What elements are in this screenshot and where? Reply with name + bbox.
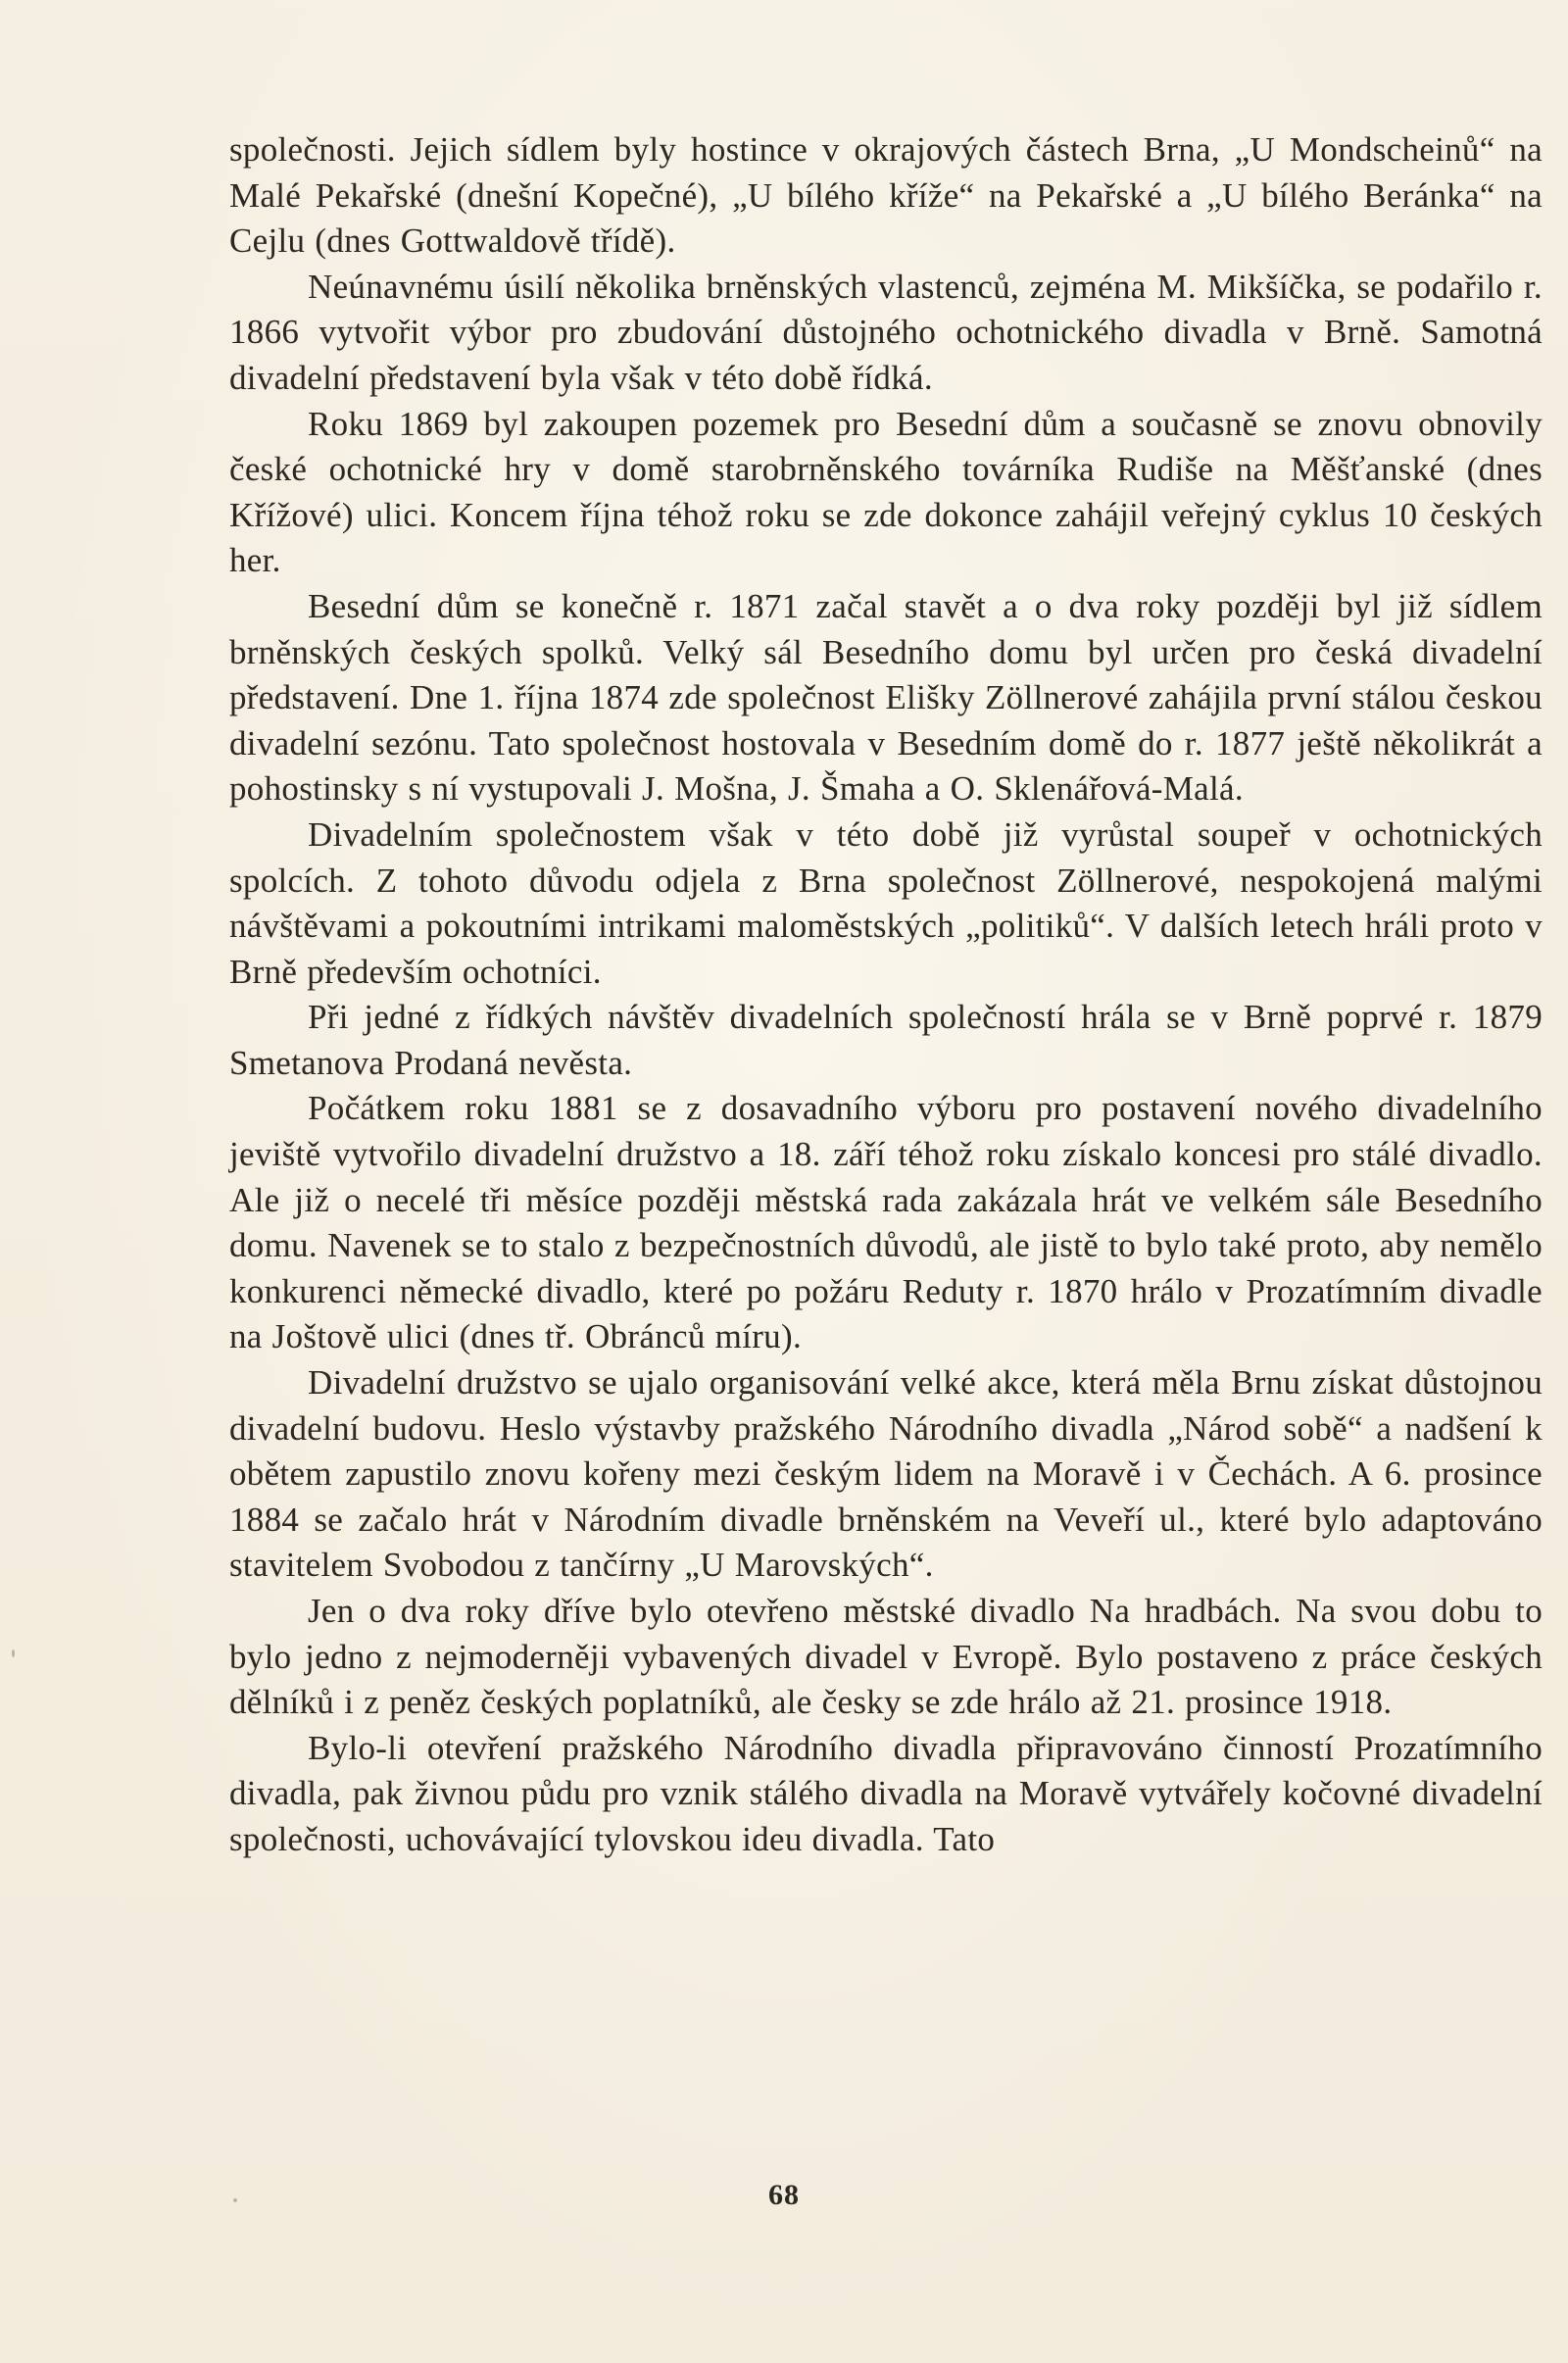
paragraph-5: Divadelním společnostem však v této době již vyrůstal soupeř v ochotnických spolcích. Z tohoto důvodu odjela z Brna společnost Zöllnerové, nespokojená malými návštěvami a pokoutními intrikami maloměstských „politiků“. V dalších letech hráli proto v Brně především ochotníci. (229, 814, 1543, 991)
paragraph-2: Neúnavnému úsilí několika brněnských vlastenců, zejména M. Mikšíčka, se podařilo r. 1866 vytvořit výbor pro zbudování důstojného ochotnického divadla v Brně. Samotná divadelní představení byla však v této době řídká. (229, 267, 1543, 397)
paragraph-10: Bylo-li otevření pražského Národního divadla připravováno činností Prozatímního divadla, pak živnou půdu pro vznik stálého divadla na Moravě vytvářely kočovné divadelní společnosti, uchovávající tylovskou ideu divadla. Tato (229, 1728, 1543, 1858)
paper-speck (12, 1649, 15, 1657)
paragraph-7: Počátkem roku 1881 se z dosavadního výboru pro postavení nového divadelního jeviště vytvořilo divadelní družstvo a 18. září téhož roku získalo koncesi pro stálé divadlo. Ale již o necelé tři měsíce později městská rada zakázala hrát ve velkém sále Besedního domu. Navenek se to stalo z bezpečnostních důvodů, ale jistě to bylo také proto, aby nemělo konkurenci německé divadlo, které po požáru Reduty r. 1870 hrálo v Prozatímním divadle na Joštově ulici (dnes tř. Obránců míru). (229, 1089, 1543, 1356)
paragraph-1: společnosti. Jejich sídlem byly hostince v okrajových částech Brna, „U Mondscheinů“ na Malé Pekařské (dnešní Kopečné), „U bílého kříže“ na Pekařské a „U bílého Beránka“ na Cejlu (dnes Gottwaldově třídě). (229, 130, 1543, 261)
paragraph-9: Jen o dva roky dříve bylo otevřeno městské divadlo Na hradbách. Na svou dobu to bylo jedno z nejmoderněji vybavených divadel v Evropě. Bylo postaveno z práce českých dělníků i z peněz českých poplatníků, ale česky se zde hrálo až 21. prosince 1918. (229, 1592, 1543, 1722)
body-text (229, 127, 1543, 1863)
paper-speck (233, 2198, 237, 2202)
paragraph-8: Divadelní družstvo se ujalo organisování velké akce, která měla Brnu získat důstojnou divadelní budovu. Heslo výstavby pražského Národního divadla „Národ sobě“ a nadšení k obětem zapustilo znovu kořeny mezi českým lidem na Moravě i v Čechách. A 6. prosince 1884 se začalo hrát v Národním divadle brněnském na Veveří ul., které bylo adaptováno stavitelem Svobodou z tančírny „U Marovských“. (229, 1363, 1543, 1585)
page-number: 68 (768, 2179, 800, 2211)
paragraph-6: Při jedné z řídkých návštěv divadelních společností hrála se v Brně poprvé r. 1879 Smetanova Prodaná nevěsta. (229, 998, 1543, 1082)
paragraph-4: Besední dům se konečně r. 1871 začal stavět a o dva roky později byl již sídlem brněnských českých spolků. Velký sál Besedního domu byl určen pro česká divadelní představení. Dne 1. října 1874 zde společnost Elišky Zöllnerové zahájila první stálou českou divadelní sezónu. Tato společnost hostovala v Besedním domě do r. 1877 ještě několikrát a pohostinsky s ní vystupovali J. Mošna, J. Šmaha a O. Sklenářová-Malá. (229, 586, 1543, 809)
paragraph-3: Roku 1869 byl zakoupen pozemek pro Besední dům a současně se znovu obnovily české ochotnické hry v domě starobrněnského továrníka Rudiše na Měšťanské (dnes Křížové) ulici. Koncem října téhož roku se zde dokonce zahájil veřejný cyklus 10 českých her. (229, 404, 1543, 580)
